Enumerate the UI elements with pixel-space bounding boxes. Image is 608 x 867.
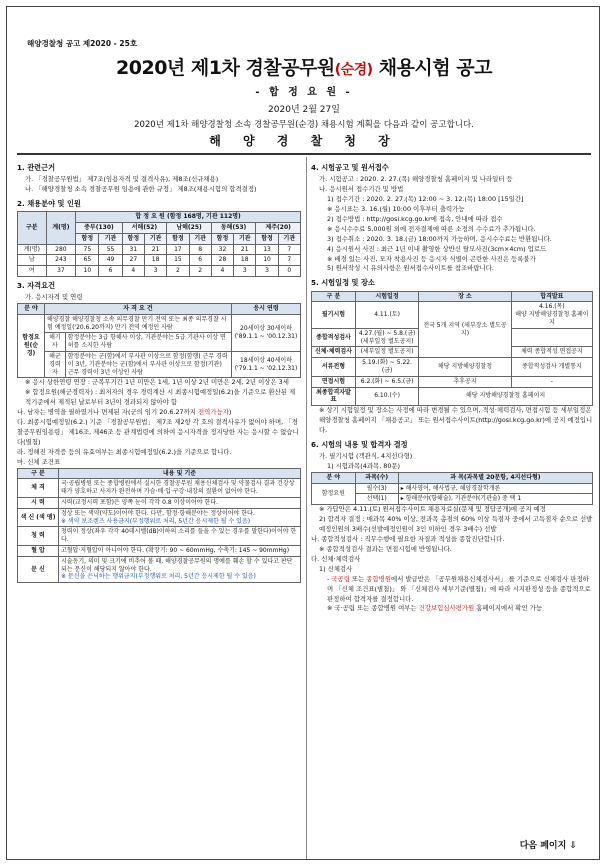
cell-text: (세부일정 별도공지) [360, 337, 414, 345]
th-sub: 기관 [144, 233, 166, 244]
subtitle: - 합 정 요 원 - [255, 87, 353, 98]
th: 분 야 [312, 472, 356, 483]
cell: 2 [189, 266, 211, 277]
th: 과목(수) [355, 472, 398, 483]
note-highlight: 전역가능자 [197, 408, 229, 417]
th-region: 서해(52) [122, 222, 167, 233]
cell: 해당 지방해양경찰청 홈페이지 [419, 387, 593, 406]
th-standard: 내용 및 기준 [59, 468, 301, 479]
cell-note: ※ 문신을 은닉하는 행위금지(부정행위로 처리, 5년간 응시제한 될 수 있음) [61, 573, 256, 581]
para: 가. 시험공고 : 2020. 2. 27.(목) 해양경찰청 홈페이지 및 나라일터 등 [319, 175, 513, 184]
cell: 21 [234, 244, 256, 255]
note: ※ 합정요원(해군경력자) : 최저자의 경우 경력계산 시 최종시험예정일(6.2)을 기준으로 환산된 제적기준에서 제적된 날로부터 3년이 경과되지 않아야 함 [25, 388, 296, 407]
cell: 고혈압·저혈압이 아니어야 한다. (확장기: 90 ~ 60mmHg, 수축기: 145 ~ 90mmHg) [59, 546, 301, 557]
para: 3) 접수취소 : 2020. 3. 18.(금) 18:00까지 가능하며, 응시수수료는 반환됩니다. [327, 234, 552, 243]
th-region: 동해(53) [211, 222, 256, 233]
physical-table [17, 468, 301, 584]
note: 다. 최종시험예정일(6.2.) 기준 「경찰공무원법」 제7조 제2항 각 호의 결격사유가 없어야 하며, 「경찰공무원임용령」 제16조, 제46조 등 관계법령에 의하여 응시자격을 정지당한 자는 응시할 수 없습니다(별첨) [17, 418, 299, 446]
note-military [17, 408, 301, 418]
th-age: 응시 연령 [232, 304, 301, 315]
th-sub: 기관 [234, 233, 256, 244]
cell: 2 [167, 266, 189, 277]
text: ※ 국·공립 또는 종합병원 여부는 [327, 604, 419, 613]
header-divider [17, 153, 591, 155]
cell: 18 [234, 255, 256, 266]
cell: 5.19.(화) ~ 5.22.(금) [355, 358, 418, 377]
cell: 75 [76, 244, 99, 255]
section-legal-basis: 1. 관련근거 [17, 163, 56, 172]
th-field: 분 야 [18, 304, 45, 315]
table-row [18, 479, 301, 498]
th-sub: 기관 [99, 233, 122, 244]
th-sub: 함정 [256, 233, 278, 244]
cell [511, 328, 592, 347]
table-row [312, 483, 593, 494]
cell: 국·공립병원 또는 종합병원에서 실시한 경찰공무원 채용신체검사 및 약물검사 결과 건강상태가 양호하고 사지가 완전하며 가슴·배·입·구강·내장의 질환이 없어야 한다. [59, 479, 301, 498]
table-row [312, 387, 593, 406]
cell: 28 [211, 255, 233, 266]
row-label: 면접시험 [312, 376, 356, 387]
row-label: 계(명) [18, 244, 47, 255]
cell: 3 [234, 266, 256, 277]
highlight: 건강보험심사평가원 [418, 604, 475, 613]
table-row [312, 302, 593, 328]
th: 시험일정 [355, 291, 418, 302]
cell: 4 [211, 266, 233, 277]
table-row [18, 546, 301, 557]
para: 다. 신체·체력검사 [311, 554, 361, 563]
cell: 17 [167, 244, 189, 255]
cell: 선택(1) [355, 494, 398, 505]
intro-text: 2020년 제1차 해양경찰청 소속 경찰공무원(순경) 채용시험 계획을 다음과 같이 공고합니다. [134, 120, 474, 130]
th-region: 중부(130) [76, 222, 122, 233]
subjects-table [311, 472, 593, 505]
row-total: 280 [46, 244, 76, 255]
table-row [18, 244, 301, 255]
cell: 10 [76, 266, 99, 277]
row-label: 혈 압 [18, 546, 59, 557]
th: 구 분 [312, 291, 356, 302]
note: ※ 가답안은 4.11.(토) 원서접수사이트 채용자료실(문제 및 정답공개)에 공지 예정 [319, 505, 546, 514]
cell-text: 해양 지방해양경찰청 홈페이지 [515, 311, 589, 326]
row-label: 체 격 [18, 479, 59, 498]
cell: 65 [76, 255, 99, 266]
cell: 3 [144, 266, 166, 277]
row-label: 최종합격자발표 [312, 387, 356, 406]
req-cell: 함정분야는 3급 항해사 이상, 기관분야는 5급 기관사 이상 면허를 소지한 사람 [65, 333, 231, 352]
para: 가. 필기시험 (객관식, 4지선다형) [319, 452, 413, 461]
row-label: 신체·체력검사 [312, 347, 356, 358]
th: 과 목(과목별 20문항, 4지선다형) [398, 472, 592, 483]
right-column [311, 159, 593, 614]
cell: 6 [99, 266, 122, 277]
table-row [18, 498, 301, 509]
cell-note: ※ 색약 보조렌즈 사용금지(부정행위로 처리, 5년간 응시제한 될 수 있음) [61, 517, 251, 525]
req-cell: 해양경찰 해양경찰청 소속 의무경찰 만기 전역 또는 최종 의무경찰 시험 예정일('20.6.20까지) 만기 전역 예정인 사람 [45, 314, 232, 333]
text: - [327, 574, 332, 583]
row-label: 문 신 [18, 556, 59, 582]
qualification-table [17, 303, 301, 378]
th-total: 계(명) [46, 212, 76, 244]
row-label: 서류전형 [312, 358, 356, 377]
cell: 8 [189, 244, 211, 255]
table-row [18, 255, 301, 266]
note: ※ 종합적성검사 결과는 면접시험에 반영됩니다. [319, 544, 452, 553]
note: 마. 신체 조건표 [17, 457, 61, 466]
highlight: 국공립 [331, 574, 350, 583]
cell: 10 [256, 255, 278, 266]
text: 에서 발급받은 「공무원채용신체검사서」 를 기준으로 신체검사 판정하며 「신체 조건표(별첨)」 와 「신체검사 세부기준(별첨)」에 따라 시지판정성 등을 종합적으로 판정하여 합격자를 결정합니다. [327, 574, 591, 603]
cell [59, 556, 301, 582]
cell-text: 4.16.(목) [539, 303, 565, 311]
cell [355, 328, 418, 347]
cell: 해당 지방해양경찰청 [419, 358, 512, 377]
para: 나. 응시원서 접수기간 및 방법 [319, 185, 404, 194]
row-label: 남 [18, 255, 47, 266]
sub-field: 해기사 [45, 333, 66, 352]
column-divider [306, 157, 307, 859]
table-row [18, 508, 301, 527]
table-row [18, 266, 301, 277]
cell: 추후공지 [419, 376, 512, 387]
cell: 7 [278, 255, 300, 266]
table-row [18, 556, 301, 582]
th-requirement: 자 격 요 건 [45, 304, 232, 315]
note-text: 나. 남자는 병역을 필하였거나 면제된 자(군의 임기 20.6.27까지 [17, 408, 198, 417]
cell: 시력(교정시력 포함)은 양쪽 눈이 각각 0.8 이상이어야 한다. [59, 498, 301, 509]
row-total: 243 [46, 255, 76, 266]
table-row [18, 352, 301, 378]
cell: 7 [278, 244, 300, 255]
cell: 18 [144, 255, 166, 266]
next-page-link[interactable]: 다음 페이지 ⇩ [519, 841, 577, 851]
agency-name: 해 양 경 찰 청 장 [209, 134, 399, 148]
cell: 체력 종합적성 면접공지 [511, 347, 592, 358]
section-qualifications: 3. 자격요건 [17, 280, 56, 290]
cell: ▸ 해사영어, 해사법규, 해양경찰학개론 [398, 483, 592, 494]
para: 2) 접수방법 : http://gosi.kcg.go.kr에 접속, 안내에 따라 접수 [327, 214, 503, 223]
cell: 32 [211, 244, 233, 255]
table-row [312, 376, 593, 387]
cell: 0 [278, 266, 300, 277]
row-label: 시 력 [18, 498, 59, 509]
document-page [6, 6, 600, 860]
para: ※ 응시표는 3. 16.(월) 10:00 이후부터 출력가능 [327, 204, 465, 213]
cell: 6.10.(수) [355, 387, 418, 406]
legal-basis-b: 나. 「해양경찰청 소속 경찰공무원 임용에 관한 규정」 제8조(채용시험의 합격결정) [25, 185, 257, 194]
cell: 31 [122, 244, 144, 255]
note-hospital [311, 604, 593, 614]
cell: 3 [256, 266, 278, 277]
note: 2) 합격자 결정 : 매과목 40% 이상, 전과목 총점의 60% 이상 득점자 중에서 고득점자 순으로 선발예정인원의 3배수(선발예정인원이 3인 이하인 경우 3배수) 선발 [319, 515, 593, 534]
section-exam-content: 6. 시험의 내용 및 합격자 결정 [311, 439, 408, 449]
row-label: 필기시험 [312, 302, 356, 328]
section-positions: 2. 채용분야 및 인원 [17, 199, 81, 208]
row-total: 37 [46, 266, 76, 277]
th: 장 소 [419, 291, 512, 302]
th-region: 남해(25) [167, 222, 212, 233]
row-label: 종합적성검사 [312, 328, 356, 347]
cell: 청력이 정상(좌우 각각 40데시벨(dB)이하의 소리를 들을 수 있는 경우를 말한다)이어야 한다. [59, 527, 301, 546]
cell: 13 [256, 244, 278, 255]
para: 1) 접수기간 : 2020. 2. 27.(목) 12:00 ~ 3. 12.(목) 18:00 [15일간] [327, 195, 524, 203]
row-label: 청 력 [18, 527, 59, 546]
row-label: 색 신 (색 맹) [18, 508, 59, 527]
legal-basis-a: 가. 「경찰공무원법」 제7조(임용자격 및 결격사유), 제8조(신규채용) [25, 175, 219, 184]
positions-table [17, 211, 301, 277]
table-row [18, 527, 301, 546]
th-sub: 기관 [278, 233, 300, 244]
cell: 종합적성검사 개별통지 [511, 358, 592, 377]
para: 나. 종합적성검사 : 직무수행에 필요한 자질과 적성을 종합진단합니다. [311, 535, 505, 544]
row-label: 여 [18, 266, 47, 277]
cell: 49 [99, 255, 122, 266]
th-sub: 함정 [167, 233, 189, 244]
row-label: 함정요원 [312, 483, 356, 505]
note: ※ 상기 시험일정 및 장소는 사정에 따라 변경될 수 있으며, 적성·체력검사, 면접시험 등 세부일정은 해양경찰청 홈페이지 「채용공고」 또는 원서접수사이트(http://gosi.kcg.go.kr)에 공지 예정입니다. [319, 406, 593, 434]
note: 라. 정해진 자격증 등의 유효여부는 최종시험예정일(6.2.)을 기준으로 합니다. [17, 447, 232, 456]
para: 1) 신체검사 [319, 564, 353, 573]
req-cell: 함정분야는 군(함)에서 부사관 이상으로 함정(함행) 근무 경력이 3년, 기관분야는 군(함)에서 부사관 이상으로 함정(기관) 근무 경력이 3년 이상인 사람 [65, 352, 231, 378]
text: 또는 [349, 574, 367, 583]
age-cell: 20세이상 30세이하 ('89.1.1 ~ '00.12.31) [232, 314, 301, 351]
th-division: 구분 [18, 212, 47, 244]
text: 홈페이지에서 확인 가능 [474, 604, 543, 613]
cell: 4 [122, 266, 144, 277]
qualification-subhead: 가. 응시자격 및 연령 [25, 293, 83, 302]
cell: 55 [99, 244, 122, 255]
cell [59, 508, 301, 527]
para: ※ 응시수수료 5,000원 외에 전자결제에 따른 소정의 수수료가 추가됩니다. [327, 224, 536, 233]
left-column [17, 159, 301, 583]
cell: 6 [189, 255, 211, 266]
section-schedule: 5. 시험일정 및 장소 [311, 278, 375, 288]
cell-text: 정상 또는 색약(약도)이어야 한다. 다만, 함정·항해분야는 정상이어야 한다. [61, 509, 255, 517]
para: 4) 응시원서 사진 : 최근 1년 이내 촬영한 상반신 탈모사진(3cm×4cm) 업로드 [327, 244, 547, 253]
table-row [312, 358, 593, 377]
cell-text: 시술동기, 의미 및 크기에 비추어 볼 때, 해양경찰공무원의 명예를 훼손 할 수 있다고 판단되는 문신이 해당되지 않아야 한다. [61, 557, 293, 573]
section-announcement: 4. 시험공고 및 원서접수 [311, 163, 389, 172]
cell: 6.2.(화) ~ 6.5.(금) [355, 376, 418, 387]
cell: - [511, 376, 592, 387]
th-category: 구 분 [18, 468, 59, 479]
sub-field: 해군 경력자 [45, 352, 66, 378]
th-sub: 기관 [189, 233, 211, 244]
cell [511, 302, 592, 328]
cell: 27 [122, 255, 144, 266]
cell: 필수(3) [355, 483, 398, 494]
note: ※ 응시 상한연령 연장 : 군복무기간 1년 미만은 1세, 1년 이상 2년 미만은 2세, 2년 이상은 3세 [25, 378, 289, 387]
th-sub: 함정 [76, 233, 99, 244]
para-medical [311, 575, 593, 605]
th-sub: 함정 [211, 233, 233, 244]
para: 1) 시험과목(4과목, 80문) [327, 461, 401, 470]
page-title: 2020년 제1차 경찰공무원(순경) 채용시험 공고 [116, 57, 492, 79]
cell: 21 [144, 244, 166, 255]
cell: 15 [167, 255, 189, 266]
table-row [18, 314, 301, 333]
announcement-date: 2020년 2월 27일 [268, 105, 340, 115]
para: 5) 원서작성 시 유의사항은 원서접수사이트를 참조바랍니다. [327, 264, 494, 273]
highlight: 종합병원 [366, 574, 391, 583]
note-text: ) [228, 408, 232, 417]
cell: 전국 5개 지역 (세부장소 별도공지) [419, 302, 512, 358]
th-region: 제주(20) [256, 222, 301, 233]
cell: ▸ 항해분야(항해술), 기관분야(기관술) 중 택 1 [398, 494, 592, 505]
cell: 4.11.(토) [355, 302, 418, 328]
cell: (세부일정 별도공지) [355, 347, 418, 358]
para: ※ 배경 있는 사진, 모자 착용사진 등 응시자 식별이 곤란한 사진은 등록불가 [327, 254, 536, 263]
announcement-number: 해양경찰청 공고 제2020 - 25호 [27, 39, 138, 48]
schedule-table [311, 291, 593, 407]
field-cell: 함정요원(순경) [18, 314, 45, 378]
th: 합격발표 [511, 291, 592, 302]
cell-text: 4.27.(월) ~ 5.8.(금) [358, 329, 416, 337]
th-span: 합 정 요 원 (함정 168명, 기관 112명) [76, 212, 301, 223]
age-cell: 18세이상 40세이하 ('79.1.1 ~ '02.12.31) [232, 352, 301, 378]
th-sub: 함정 [122, 233, 144, 244]
